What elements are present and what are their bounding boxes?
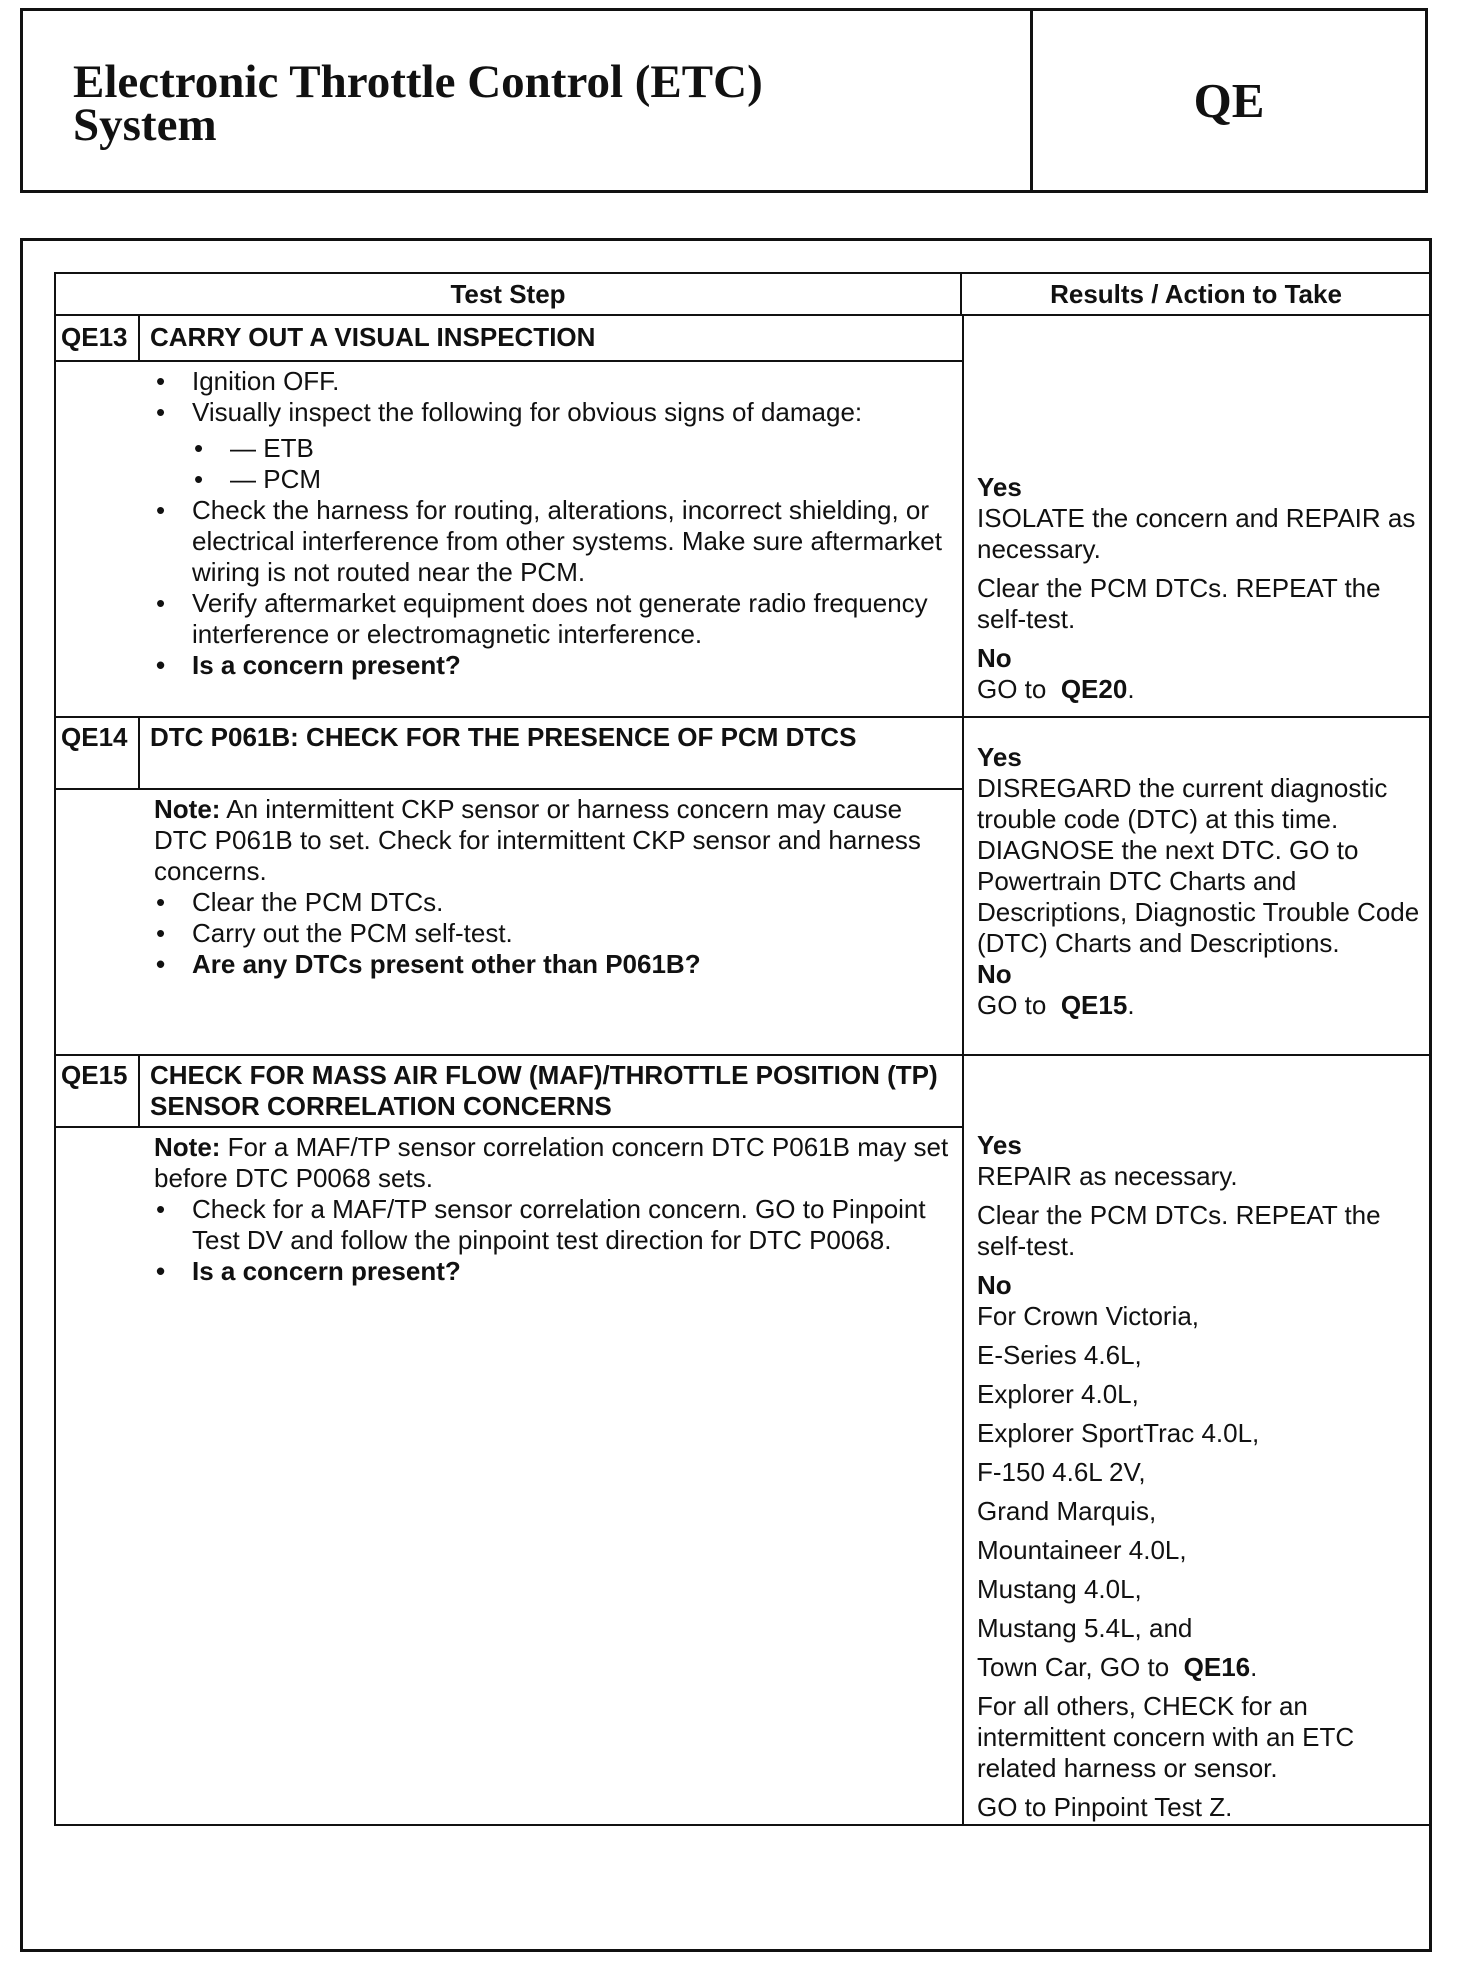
goto-target: QE16 <box>1183 1652 1251 1682</box>
result-goto <box>977 674 1422 705</box>
vehicle-item: Mountaineer 4.0L, <box>977 1535 1187 1565</box>
note <box>154 1132 954 1194</box>
goto-end: . <box>1250 1652 1258 1682</box>
list-item: • Clear the PCM DTCs. <box>154 887 954 918</box>
goto-end: . <box>1127 990 1135 1020</box>
vehicle-item: Explorer 4.0L, <box>977 1379 1139 1409</box>
note <box>154 794 954 887</box>
title-line-1: Electronic Throttle Control (ETC) <box>73 56 763 108</box>
no-label: No <box>977 959 1012 989</box>
result-text: Clear the PCM DTCs. REPEAT the self-test. <box>977 573 1381 634</box>
note-text: An intermittent CKP sensor or harness concern may cause DTC P061B to set. Check for intermittent CKP sensor and harness concerns. <box>154 794 921 886</box>
step-code-qe15: QE15 <box>56 1054 140 1126</box>
test-step-table <box>54 272 1432 1826</box>
dash-item-etb: • — ETB <box>192 433 954 464</box>
note-label: Note: <box>154 794 221 824</box>
result-goto <box>977 990 1422 1021</box>
vehicle-item: Grand Marquis, <box>977 1496 1157 1526</box>
step-title-qe14: DTC P061B: CHECK FOR THE PRESENCE OF PCM DTCS <box>150 722 857 752</box>
result-text: REPAIR as necessary. <box>977 1161 1238 1191</box>
dash-item-pcm: • — PCM <box>192 464 954 495</box>
question: • Is a concern present? <box>154 650 954 681</box>
list-item: • Ignition OFF. <box>154 366 954 397</box>
note-text: For a MAF/TP sensor correlation concern DTC P061B may set before DTC P0068 sets. <box>154 1132 949 1193</box>
column-header-test-step: Test Step <box>56 274 962 316</box>
results-qe13 <box>962 316 1432 716</box>
yes-label: Yes <box>977 472 1022 502</box>
step-body-qe14 <box>154 794 954 980</box>
divider <box>56 360 962 362</box>
question: • Are any DTCs present other than P061B? <box>154 949 954 980</box>
page-header <box>20 8 1428 193</box>
goto-target: QE20 <box>1060 674 1128 704</box>
goto-end: . <box>1127 674 1135 704</box>
no-label: No <box>977 1270 1012 1300</box>
step-body-qe15 <box>154 1132 954 1287</box>
title-line-2: System <box>73 99 217 151</box>
goto-text: GO to <box>977 674 1047 704</box>
no-label: No <box>977 643 1012 673</box>
list-item: • Check the harness for routing, alterations, incorrect shielding, or electrical interference from other systems. Make sure aftermarket wiring is not routed near the PCM. <box>154 495 954 588</box>
result-goto <box>977 1652 1422 1683</box>
goto-text: Town Car, GO to <box>977 1652 1170 1682</box>
result-text: For all others, CHECK for an intermittent concern with an ETC related harness or sensor. <box>977 1691 1355 1783</box>
section-code: QE <box>1193 73 1265 128</box>
result-text: Clear the PCM DTCs. REPEAT the self-test. <box>977 1200 1381 1261</box>
results-qe14 <box>962 716 1432 1054</box>
yes-label: Yes <box>977 742 1022 772</box>
goto-text: GO to <box>977 990 1047 1020</box>
list-item: • Check for a MAF/TP sensor correlation concern. GO to Pinpoint Test DV and follow the pinpoint test direction for DTC P0068. <box>154 1194 954 1256</box>
vehicle-item: Mustang 4.0L, <box>977 1574 1142 1604</box>
note-label: Note: <box>154 1132 221 1162</box>
yes-label: Yes <box>977 1130 1022 1160</box>
column-header-results: Results / Action to Take <box>962 274 1430 316</box>
result-text: ISOLATE the concern and REPAIR as necessary. <box>977 503 1416 564</box>
vehicle-item: E-Series 4.6L, <box>977 1340 1142 1370</box>
divider <box>56 788 962 790</box>
list-item-text: Visually inspect the following for obvious signs of damage: <box>192 397 863 427</box>
step-code-qe14: QE14 <box>56 716 140 788</box>
step-body-qe13 <box>154 366 954 681</box>
step-code-qe13: QE13 <box>56 316 140 360</box>
vehicle-item: Explorer SportTrac 4.0L, <box>977 1418 1260 1448</box>
vehicle-item: Mustang 5.4L, and <box>977 1613 1193 1643</box>
divider <box>56 1126 962 1128</box>
step-title-qe15: CHECK FOR MASS AIR FLOW (MAF)/THROTTLE POSITION (TP) SENSOR CORRELATION CONCERNS <box>150 1060 938 1121</box>
list-item: • Carry out the PCM self-test. <box>154 918 954 949</box>
list-item: • Verify aftermarket equipment does not generate radio frequency interference or electromagnetic interference. <box>154 588 954 650</box>
vehicle-item: For Crown Victoria, <box>977 1301 1200 1331</box>
result-text: GO to Pinpoint Test Z. <box>977 1792 1233 1822</box>
question: • Is a concern present? <box>154 1256 954 1287</box>
vehicle-item: F-150 4.6L 2V, <box>977 1457 1146 1487</box>
results-qe15 <box>962 1054 1432 1824</box>
list-item <box>154 397 954 495</box>
result-text: DISREGARD the current diagnostic trouble code (DTC) at this time. DIAGNOSE the next DTC. GO to Powertrain DTC Charts and Descriptions, Diagnostic Trouble Code (DTC) Charts and Descriptions. <box>977 773 1420 958</box>
page-title <box>23 11 1033 190</box>
goto-target: QE15 <box>1060 990 1128 1020</box>
step-title-qe13: CARRY OUT A VISUAL INSPECTION <box>150 322 596 352</box>
